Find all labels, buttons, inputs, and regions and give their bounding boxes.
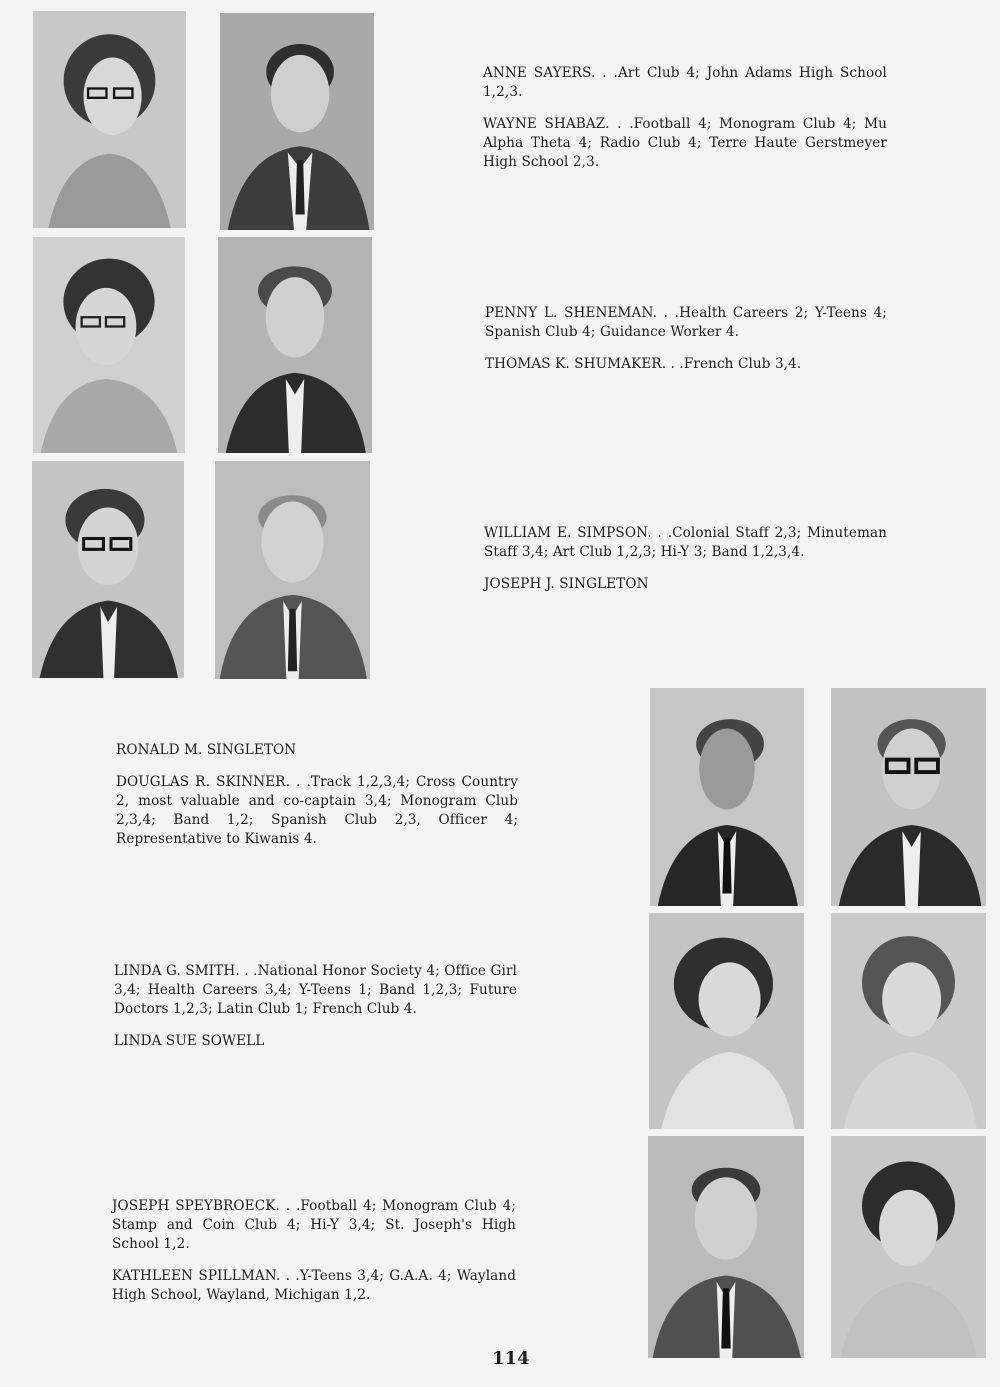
- page-number: 114: [492, 1348, 530, 1369]
- student-name: KATHLEEN SPILLMAN: [112, 1268, 276, 1284]
- portrait-linda-g-smith: [649, 913, 804, 1129]
- student-activities: Football 4; Monogram Club 4; Mu Alpha Theta 4; Radio Club 4; Terre Haute Gerstmeyer High School 2,3.: [483, 116, 887, 170]
- bio-entry: WAYNE SHABAZ. . .Football 4; Monogram Club 4; Mu Alpha Theta 4; Radio Club 4; Terre Haute Gerstmeyer High School 2,3.: [483, 116, 887, 170]
- portrait-thomas-shumaker: [218, 237, 372, 453]
- portrait-joseph-speybroeck: [648, 1136, 804, 1358]
- student-name: ANNE SAYERS: [483, 65, 591, 81]
- portrait-william-simpson: [32, 461, 184, 678]
- portrait-douglas-r-skinner: [831, 688, 986, 906]
- student-activities: Health Careers 2; Y-Teens 4; Spanish Club 4; Guidance Worker 4.: [485, 305, 887, 340]
- bio-entry: [114, 1032, 517, 1051]
- bio-block-bottom-3: [112, 1197, 516, 1318]
- student-activities: National Honor Society 4; Office Girl 3,4; Health Careers 3,4; Y-Teens 1; Band 1,2,3; Future Doctors 1,2,3; Latin Club 1; French Club 4.: [114, 963, 517, 1017]
- student-name: LINDA SUE SOWELL: [114, 1033, 265, 1049]
- bio-block-top-3: [484, 524, 887, 607]
- bio-entry: KATHLEEN SPILLMAN. . .Y-Teens 3,4; G.A.A. 4; Wayland High School, Wayland, Michigan 1,2.: [112, 1268, 517, 1303]
- student-activities: Art Club 4; John Adams High School 1,2,3.: [483, 65, 887, 100]
- bio-entry: JOSEPH SPEYBROECK. . .Football 4; Monogram Club 4; Stamp and Coin Club 4; Hi-Y 3,4; St. Joseph's High School 1,2.: [112, 1198, 517, 1252]
- student-name: PENNY L. SHENEMAN: [485, 305, 653, 321]
- portrait-linda-sue-sowell: [831, 913, 986, 1129]
- student-activities: Colonial Staff 2,3; Minuteman Staff 3,4; Art Club 1,2,3; Hi-Y 3; Band 1,2,3,4.: [484, 525, 888, 560]
- bio-entry: [116, 741, 518, 760]
- portrait-ronald-m-singleton: [650, 688, 804, 906]
- bio-block-top-1: [483, 64, 887, 185]
- student-name: WAYNE SHABAZ: [483, 116, 606, 132]
- student-activities: Football 4; Monogram Club 4; Stamp and Coin Club 4; Hi-Y 3,4; St. Joseph's High School 1,2.: [112, 1198, 517, 1252]
- bio-entry: [484, 575, 887, 594]
- student-name: WILLIAM E. SIMPSON: [484, 525, 648, 541]
- bio-entry: ANNE SAYERS. . .Art Club 4; John Adams High School 1,2,3.: [483, 65, 887, 100]
- student-name: JOSEPH SPEYBROECK: [112, 1198, 276, 1214]
- bio-entry: LINDA G. SMITH. . .National Honor Society 4; Office Girl 3,4; Health Careers 3,4; Y-Teens 1; Band 1,2,3; Future Doctors 1,2,3; Latin Club 1; French Club 4.: [114, 963, 517, 1017]
- student-activities: Y-Teens 3,4; G.A.A. 4; Wayland High School, Wayland, Michigan 1,2.: [112, 1268, 517, 1303]
- portrait-kathleen-spillman: [831, 1136, 986, 1358]
- student-name: RONALD M. SINGLETON: [116, 742, 297, 758]
- portrait-wayne-shabaz: [220, 13, 374, 230]
- bio-entry: DOUGLAS R. SKINNER. . .Track 1,2,3,4; Cross Country 2, most valuable and co-captain 3,4; Monogram Club 2,3,4; Band 1,2; Spanish Club 2,3, Officer 4; Representative to Kiwanis 4.: [116, 774, 518, 847]
- student-name: THOMAS K. SHUMAKER: [485, 356, 662, 372]
- student-activities: Track 1,2,3,4; Cross Country 2, most valuable and co-captain 3,4; Monogram Club 2,3,4; Band 1,2; Spanish Club 2,3, Officer 4; Representative to Kiwanis 4.: [116, 774, 518, 847]
- student-activities: French Club 3,4.: [683, 356, 802, 372]
- student-name: LINDA G. SMITH: [114, 963, 236, 979]
- bio-entry: WILLIAM E. SIMPSON. . .Colonial Staff 2,3; Minuteman Staff 3,4; Art Club 1,2,3; Hi-Y 3; Band 1,2,3,4.: [484, 525, 888, 560]
- bio-entry: PENNY L. SHENEMAN. . .Health Careers 2; Y-Teens 4; Spanish Club 4; Guidance Worker 4.: [485, 305, 887, 340]
- student-name: DOUGLAS R. SKINNER: [116, 774, 286, 790]
- student-name: JOSEPH J. SINGLETON: [484, 576, 649, 592]
- bio-block-top-2: [485, 304, 887, 387]
- portrait-anne-sayers: [33, 11, 186, 228]
- bio-block-bottom-1: [116, 741, 518, 862]
- bio-block-bottom-2: [114, 962, 517, 1064]
- portrait-joseph-j-singleton: [215, 461, 370, 679]
- bio-entry: THOMAS K. SHUMAKER. . .French Club 3,4.: [485, 356, 802, 372]
- portrait-penny-sheneman: [33, 237, 185, 453]
